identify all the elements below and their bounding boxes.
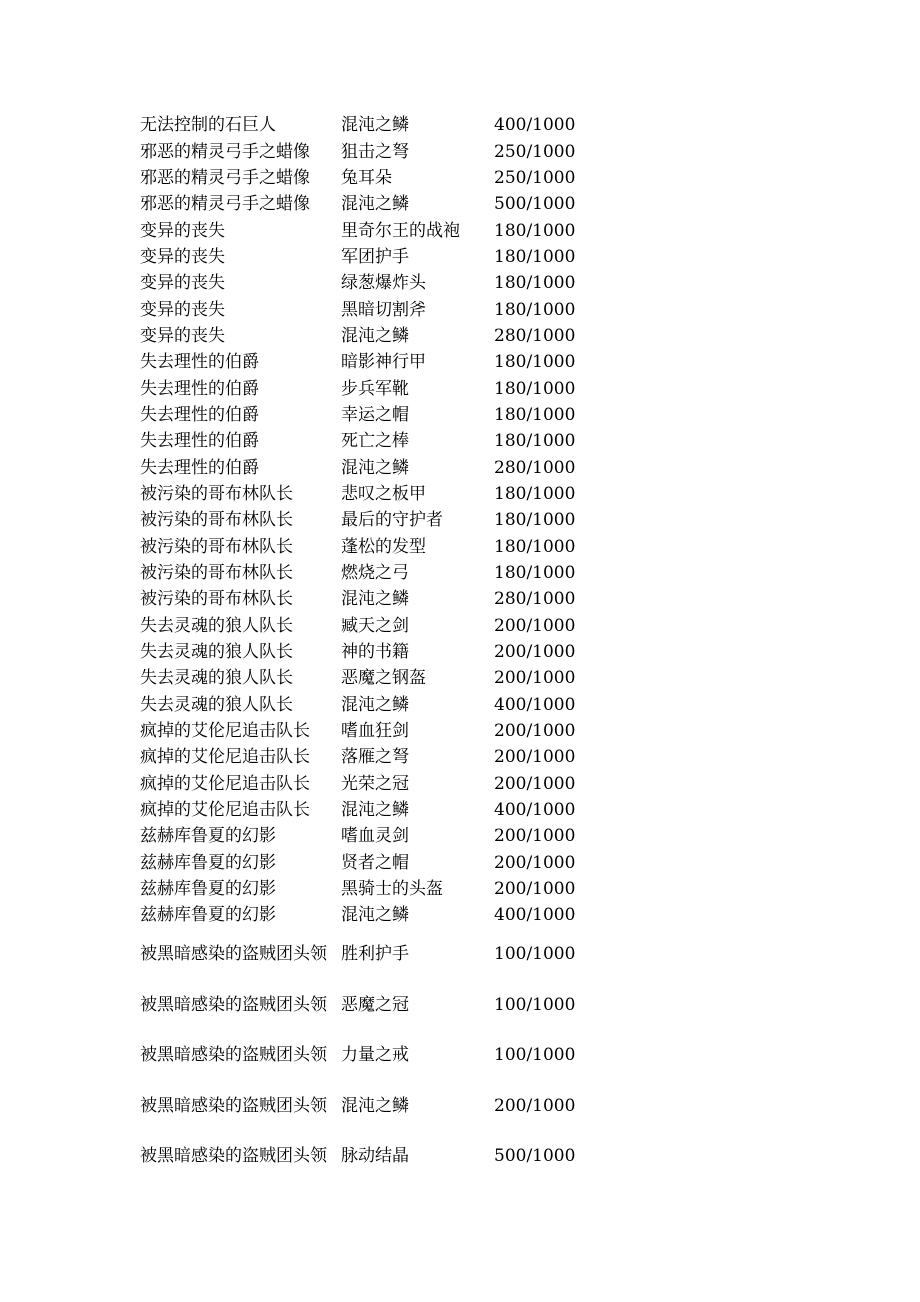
monster-name-cell: 失去理性的伯爵 — [140, 404, 259, 425]
monster-name-cell: 兹赫库鲁夏的幻影 — [140, 826, 276, 847]
item-name-cell: 狙击之弩 — [341, 141, 409, 162]
drop-rate-cell: 280/1000 — [494, 589, 576, 610]
monster-name-cell: 失去理性的伯爵 — [140, 431, 259, 452]
table-row — [140, 112, 614, 138]
table-row — [140, 138, 614, 164]
item-name-cell: 落雁之弩 — [341, 747, 409, 768]
table-row — [140, 402, 614, 428]
item-name-cell: 恶魔之冠 — [341, 994, 409, 1015]
monster-name-cell: 邪恶的精灵弓手之蜡像 — [140, 167, 310, 188]
item-name-cell: 幸运之帽 — [341, 404, 409, 425]
drop-rate-cell: 180/1000 — [494, 483, 576, 504]
item-name-cell: 暗影神行甲 — [341, 352, 426, 373]
item-name-cell: 力量之戒 — [341, 1045, 409, 1066]
drop-rate-cell: 400/1000 — [494, 800, 576, 821]
monster-name-cell: 邪恶的精灵弓手之蜡像 — [140, 194, 310, 215]
table-row — [140, 191, 614, 217]
table-row — [140, 244, 614, 270]
item-name-cell: 脉动结晶 — [341, 1146, 409, 1167]
monster-name-cell: 失去灵魂的狼人队长 — [140, 668, 293, 689]
monster-name-cell: 疯掉的艾伦尼追击队长 — [140, 800, 310, 821]
item-name-cell: 贤者之帽 — [341, 852, 409, 873]
monster-name-cell: 失去理性的伯爵 — [140, 352, 259, 373]
monster-name-cell: 被污染的哥布林队长 — [140, 536, 293, 557]
item-name-cell: 嗜血狂剑 — [341, 721, 409, 742]
table-row — [140, 586, 614, 612]
drop-rate-cell: 180/1000 — [494, 378, 576, 399]
table-row — [140, 665, 614, 691]
item-name-cell: 黑暗切割斧 — [341, 299, 426, 320]
table-row — [140, 507, 614, 533]
monster-name-cell: 变异的丧失 — [140, 273, 225, 294]
monster-name-cell: 被污染的哥布林队长 — [140, 589, 293, 610]
item-name-cell: 臧天之剑 — [341, 615, 409, 636]
drop-rate-cell: 100/1000 — [494, 994, 576, 1015]
item-name-cell: 混沌之鳞 — [341, 194, 409, 215]
monster-name-cell: 被黑暗感染的盗贼团头领 — [140, 1146, 327, 1167]
drop-rate-cell: 250/1000 — [494, 167, 576, 188]
table-row — [140, 428, 614, 454]
monster-name-cell: 失去理性的伯爵 — [140, 457, 259, 478]
monster-name-cell: 变异的丧失 — [140, 246, 225, 267]
drop-rate-cell: 250/1000 — [494, 141, 576, 162]
monster-name-cell: 变异的丧失 — [140, 299, 225, 320]
table-row — [140, 613, 614, 639]
monster-name-cell: 兹赫库鲁夏的幻影 — [140, 879, 276, 900]
monster-name-cell: 被污染的哥布林队长 — [140, 483, 293, 504]
table-row — [140, 771, 614, 797]
monster-name-cell: 变异的丧失 — [140, 325, 225, 346]
table-row — [140, 560, 614, 586]
item-name-cell: 嗜血灵剑 — [341, 826, 409, 847]
item-name-cell: 神的书籍 — [341, 642, 409, 663]
table-row — [140, 1030, 614, 1081]
table-row — [140, 823, 614, 849]
drop-rate-cell: 180/1000 — [494, 431, 576, 452]
drop-rate-cell: 200/1000 — [494, 615, 576, 636]
drop-rate-cell: 200/1000 — [494, 852, 576, 873]
drop-rate-cell: 500/1000 — [494, 194, 576, 215]
item-name-cell: 悲叹之板甲 — [341, 483, 426, 504]
monster-name-cell: 变异的丧失 — [140, 220, 225, 241]
monster-name-cell: 失去灵魂的狼人队长 — [140, 615, 293, 636]
item-name-cell: 黑骑士的头盔 — [341, 879, 443, 900]
drop-rate-cell: 180/1000 — [494, 563, 576, 584]
monster-name-cell: 被污染的哥布林队长 — [140, 510, 293, 531]
item-name-cell: 混沌之鳞 — [341, 325, 409, 346]
item-name-cell: 混沌之鳞 — [341, 457, 409, 478]
drop-rate-cell: 400/1000 — [494, 115, 576, 136]
drop-rate-cell: 280/1000 — [494, 325, 576, 346]
drop-rate-cell: 200/1000 — [494, 721, 576, 742]
monster-name-cell: 疯掉的艾伦尼追击队长 — [140, 747, 310, 768]
table-body — [140, 112, 614, 1182]
item-name-cell: 光荣之冠 — [341, 773, 409, 794]
item-name-cell: 混沌之鳞 — [341, 115, 409, 136]
drop-rate-cell: 200/1000 — [494, 642, 576, 663]
drop-rate-cell: 200/1000 — [494, 668, 576, 689]
drop-rate-cell: 400/1000 — [494, 694, 576, 715]
monster-name-cell: 无法控制的石巨人 — [140, 115, 276, 136]
item-name-cell: 燃烧之弓 — [341, 563, 409, 584]
drop-rate-cell: 500/1000 — [494, 1146, 576, 1167]
item-name-cell: 军团护手 — [341, 246, 409, 267]
drop-rate-cell: 180/1000 — [494, 352, 576, 373]
table-row — [140, 850, 614, 876]
monster-name-cell: 被黑暗感染的盗贼团头领 — [140, 994, 327, 1015]
table-row — [140, 744, 614, 770]
drop-rate-table — [140, 112, 614, 1182]
monster-name-cell: 失去灵魂的狼人队长 — [140, 694, 293, 715]
monster-name-cell: 兹赫库鲁夏的幻影 — [140, 852, 276, 873]
drop-rate-cell: 100/1000 — [494, 943, 576, 964]
table-row — [140, 296, 614, 322]
monster-name-cell: 疯掉的艾伦尼追击队长 — [140, 721, 310, 742]
monster-name-cell: 被黑暗感染的盗贼团头领 — [140, 1045, 327, 1066]
table-row — [140, 217, 614, 243]
table-row — [140, 349, 614, 375]
table-row — [140, 481, 614, 507]
monster-name-cell: 被污染的哥布林队长 — [140, 563, 293, 584]
table-row — [140, 718, 614, 744]
table-row — [140, 323, 614, 349]
monster-name-cell: 兹赫库鲁夏的幻影 — [140, 905, 276, 926]
table-row — [140, 270, 614, 296]
item-name-cell: 混沌之鳞 — [341, 589, 409, 610]
drop-rate-cell: 200/1000 — [494, 773, 576, 794]
drop-rate-cell: 280/1000 — [494, 457, 576, 478]
table-row — [140, 534, 614, 560]
drop-rate-cell: 180/1000 — [494, 510, 576, 531]
table-row — [140, 902, 614, 928]
item-name-cell: 混沌之鳞 — [341, 1095, 409, 1116]
table-row — [140, 979, 614, 1030]
item-name-cell: 步兵军靴 — [341, 378, 409, 399]
table-row — [140, 797, 614, 823]
table-row — [140, 165, 614, 191]
drop-rate-cell: 180/1000 — [494, 536, 576, 557]
drop-rate-cell: 180/1000 — [494, 246, 576, 267]
drop-rate-cell: 200/1000 — [494, 879, 576, 900]
drop-rate-cell: 180/1000 — [494, 220, 576, 241]
item-name-cell: 死亡之棒 — [341, 431, 409, 452]
item-name-cell: 最后的守护者 — [341, 510, 443, 531]
drop-rate-cell: 200/1000 — [494, 1095, 576, 1116]
drop-rate-cell: 180/1000 — [494, 299, 576, 320]
table-row — [140, 929, 614, 980]
table-row — [140, 454, 614, 480]
drop-rate-cell: 180/1000 — [494, 404, 576, 425]
item-name-cell: 里奇尔王的战袍 — [341, 220, 460, 241]
item-name-cell: 混沌之鳞 — [341, 800, 409, 821]
item-name-cell: 绿葱爆炸头 — [341, 273, 426, 294]
monster-name-cell: 被黑暗感染的盗贼团头领 — [140, 943, 327, 964]
drop-rate-cell: 400/1000 — [494, 905, 576, 926]
monster-name-cell: 失去理性的伯爵 — [140, 378, 259, 399]
table-row — [140, 639, 614, 665]
table-row — [140, 1080, 614, 1131]
table-row — [140, 1131, 614, 1182]
table-row — [140, 876, 614, 902]
drop-rate-cell: 200/1000 — [494, 747, 576, 768]
drop-rate-cell: 200/1000 — [494, 826, 576, 847]
item-name-cell: 蓬松的发型 — [341, 536, 426, 557]
item-name-cell: 胜利护手 — [341, 943, 409, 964]
drop-rate-cell: 180/1000 — [494, 273, 576, 294]
monster-name-cell: 邪恶的精灵弓手之蜡像 — [140, 141, 310, 162]
table-row — [140, 692, 614, 718]
monster-name-cell: 被黑暗感染的盗贼团头领 — [140, 1095, 327, 1116]
monster-name-cell: 失去灵魂的狼人队长 — [140, 642, 293, 663]
item-name-cell: 恶魔之钢盔 — [341, 668, 426, 689]
item-name-cell: 兔耳朵 — [341, 167, 392, 188]
item-name-cell: 混沌之鳞 — [341, 694, 409, 715]
monster-name-cell: 疯掉的艾伦尼追击队长 — [140, 773, 310, 794]
item-name-cell: 混沌之鳞 — [341, 905, 409, 926]
drop-rate-cell: 100/1000 — [494, 1045, 576, 1066]
table-row — [140, 375, 614, 401]
